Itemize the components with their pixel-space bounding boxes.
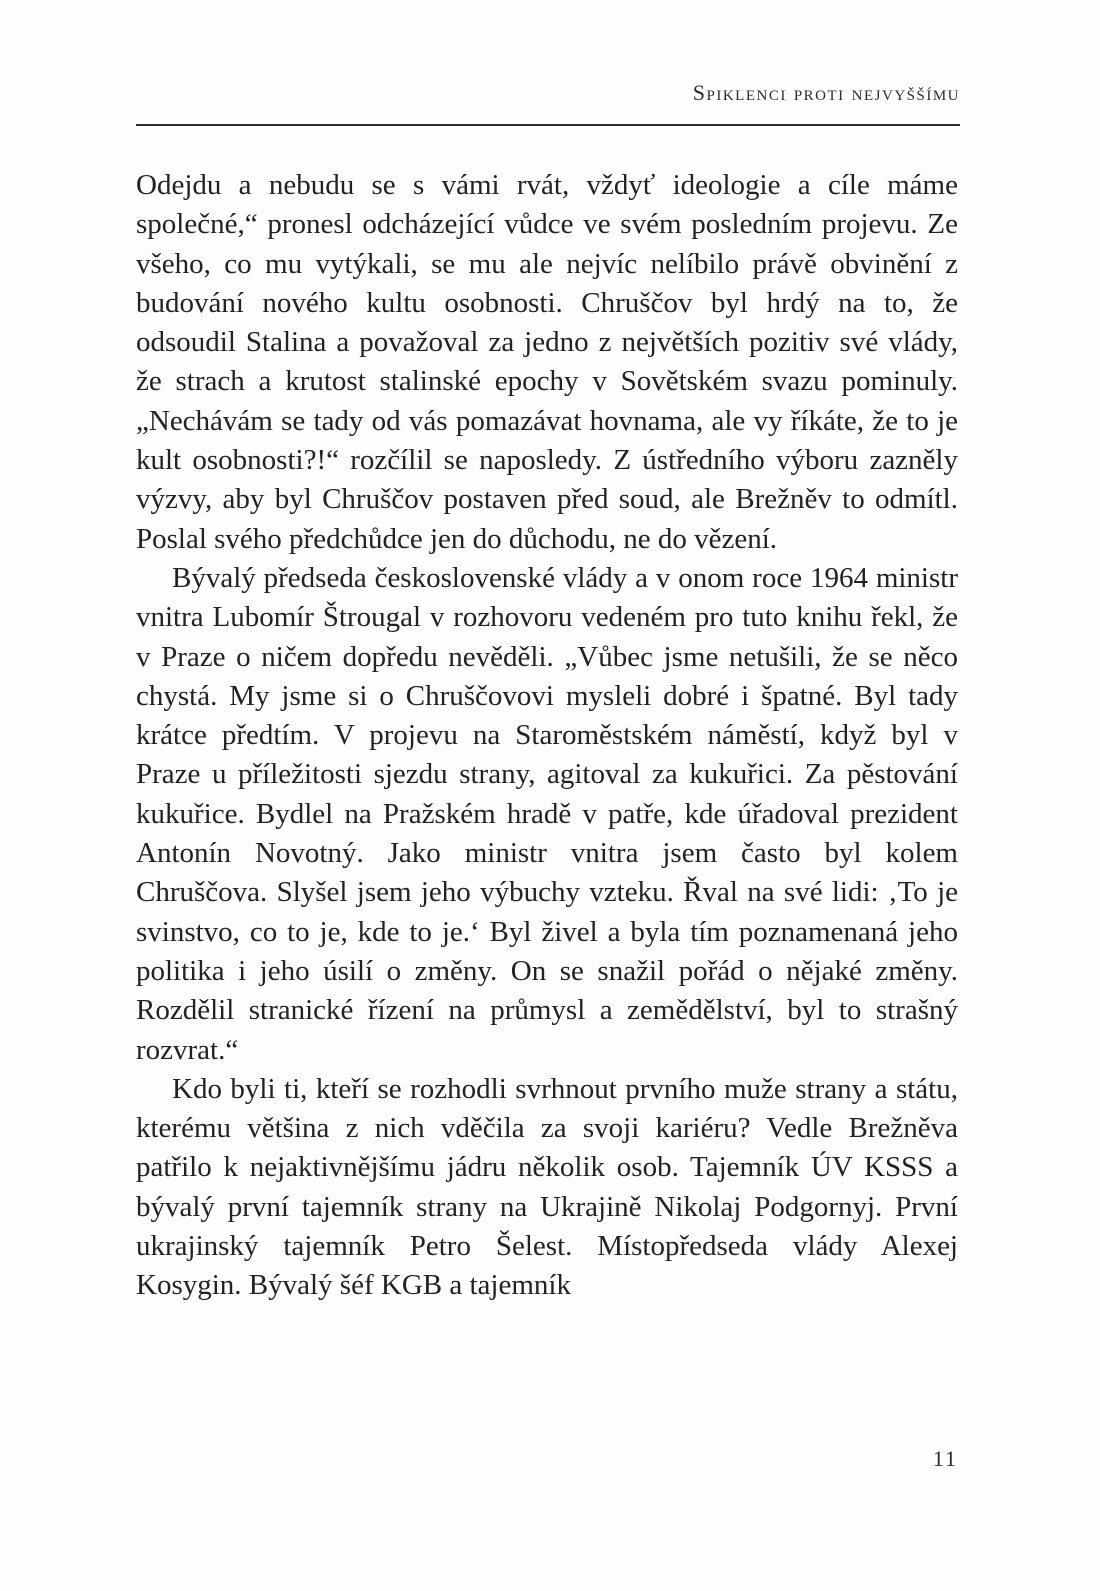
paragraph-1: Odejdu a nebudu se s vámi rvát, vždyť ideologie a cíle máme společné,“ pronesl odcházející vůdce ve svém posledním projevu. Ze všeho, co mu vytýkali, se mu ale nejvíc nelíbilo právě obvinění z budování nového kultu osobnosti. Chruščov byl hrdý na to, že odsoudil Stalina a považoval za jedno z největších pozitiv své vlády, že strach a krutost stalinské epochy v Sovětském svazu pominuly. „Nechávám se tady od vás pomazávat hovnama, ale vy říkáte, že to je kult osobnosti?!“ rozčílil se naposledy. Z ústředního výboru zazněly výzvy, aby byl Chruščov postaven před soud, ale Brežněv to odmítl. Poslal svého předchůdce jen do důchodu, ne do vězení. (136, 169, 958, 555)
paragraph-3: Kdo byli ti, kteří se rozhodli svrhnout prvního muže strany a státu, kterému většina z nich vděčila za svoji kariéru? Vedle Brežněva patřilo k nejaktivnějšímu jádru několik osob. Tajemník ÚV KSSS a bývalý první tajemník strany na Ukrajině Nikolaj Podgornyj. První ukrajinský tajemník Petro Šelest. Místopředseda vlády Alexej Kosygin. Bývalý šéf KGB a tajemník (136, 1072, 958, 1302)
paragraph-2: Bývalý předseda československé vlády a v onom roce 1964 ministr vnitra Lubomír Štrougal v rozhovoru vedeném pro tuto knihu řekl, že v Praze o ničem dopředu nevěděli. „Vůbec jsme netušili, že se něco chystá. My jsme si o Chruščovovi mysleli dobré i špatné. Byl tady krátce předtím. V projevu na Staroměstském náměstí, když byl v Praze u příležitosti sjezdu strany, agitoval za kukuřici. Za pěstování kukuřice. Bydlel na Pražském hradě v patře, kde úřadoval prezident Antonín Novotný. Jako ministr vnitra jsem často byl kolem Chruščova. Slyšel jsem jeho výbuchy vzteku. Řval na své lidi: ‚To je svinstvo, co to je, kde to je.‘ Byl živel a byla tím poznamenaná jeho politika i jeho úsilí o změny. On se snažil pořád o nějaké změny. Rozdělil stranické řízení na průmysl a zemědělství, byl to strašný rozvrat.“ (136, 561, 958, 1066)
running-head: Spiklenci proti nejvyššímu (692, 80, 960, 105)
header-rule (136, 124, 960, 126)
page-number: 11 (932, 1446, 958, 1471)
body-text (136, 166, 958, 1306)
